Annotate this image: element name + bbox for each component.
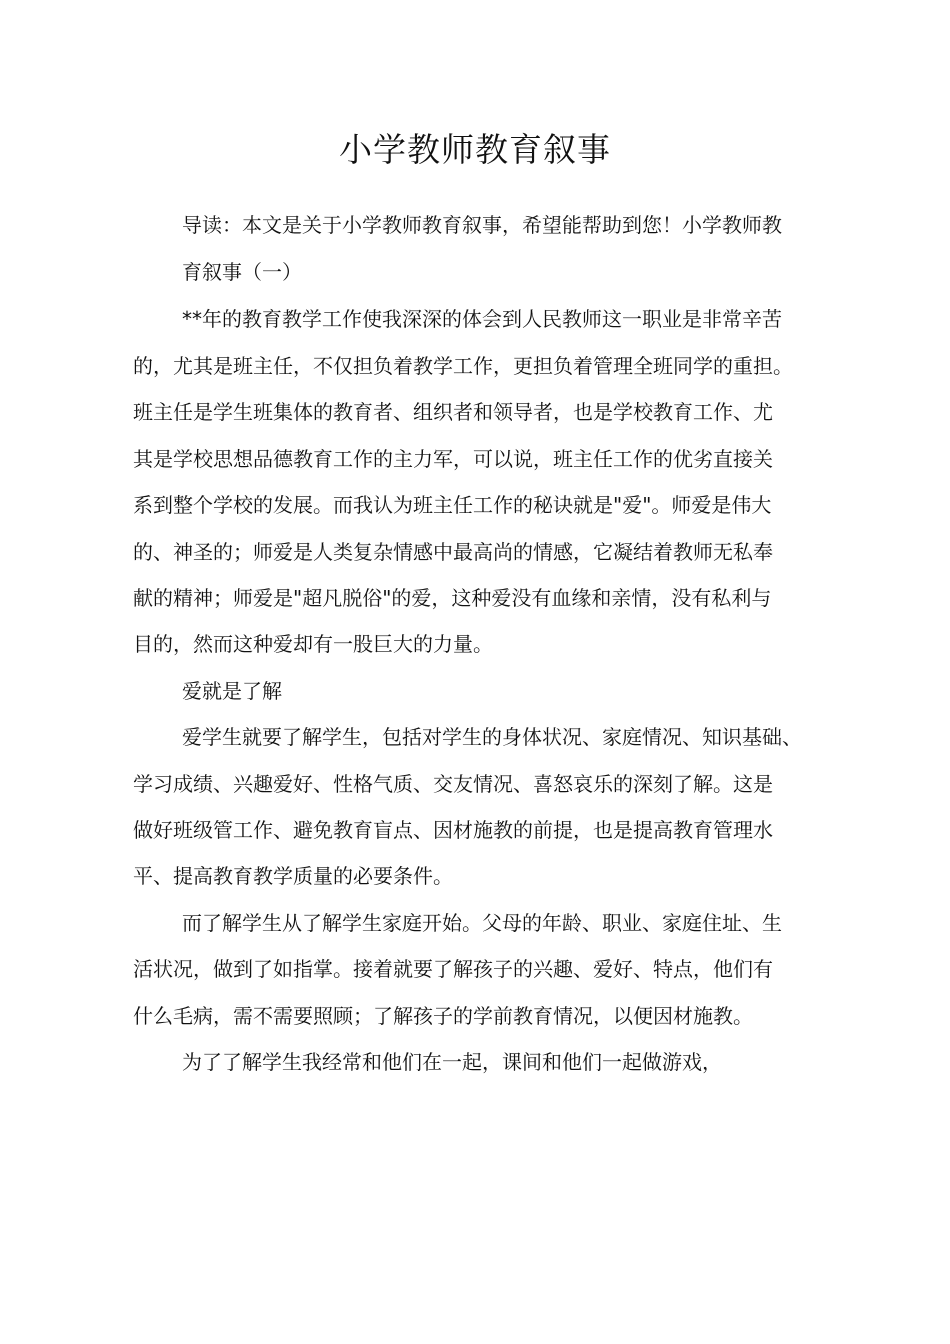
document-title: 小学教师教育叙事 [339,130,611,169]
paragraph-line: 为了了解学生我经常和他们在一起，课间和他们一起做游戏， [182,1050,722,1074]
intro-line: 育叙事（一） [182,260,302,284]
paragraph-line: 而了解学生从了解学生家庭开始。父母的年龄、职业、家庭住址、生 [182,911,782,935]
paragraph-line: 活状况，做到了如指掌。接着就要了解孩子的兴趣、爱好、特点，他们有 [133,957,773,981]
paragraph-line: 的，尤其是班主任，不仅担负着教学工作，更担负着管理全班同学的重担。 [133,354,793,378]
paragraph-line: 学习成绩、兴趣爱好、性格气质、交友情况、喜怒哀乐的深刻了解。这是 [133,772,773,796]
paragraph-line: 做好班级管工作、避免教育盲点、因材施教的前提，也是提高教育管理水 [133,818,773,842]
paragraph-line: 什么毛病，需不需要照顾；了解孩子的学前教育情况，以便因材施教。 [133,1004,753,1028]
paragraph-line: 平、提高教育教学质量的必要条件。 [133,864,453,888]
paragraph-line: 目的，然而这种爱却有一股巨大的力量。 [133,632,493,656]
paragraph-line: 献的精神；师爱是"超凡脱俗"的爱，这种爱没有血缘和亲情，没有私利与 [133,586,772,610]
paragraph-line: 爱学生就要了解学生，包括对学生的身体状况、家庭情况、知识基础、 [182,725,802,749]
section-heading: 爱就是了解 [182,679,282,703]
paragraph-line: 系到整个学校的发展。而我认为班主任工作的秘诀就是"爱"。师爱是伟大 [133,493,772,517]
intro-line: 导读：本文是关于小学教师教育叙事，希望能帮助到您！小学教师教 [182,213,782,237]
paragraph-line: **年的教育教学工作使我深深的体会到人民教师这一职业是非常辛苦 [182,307,782,331]
paragraph-line: 其是学校思想品德教育工作的主力军，可以说，班主任工作的优劣直接关 [133,447,773,471]
paragraph-line: 的、神圣的；师爱是人类复杂情感中最高尚的情感，它凝结着教师无私奉 [133,540,773,564]
paragraph-line: 班主任是学生班集体的教育者、组织者和领导者，也是学校教育工作、尤 [133,400,773,424]
